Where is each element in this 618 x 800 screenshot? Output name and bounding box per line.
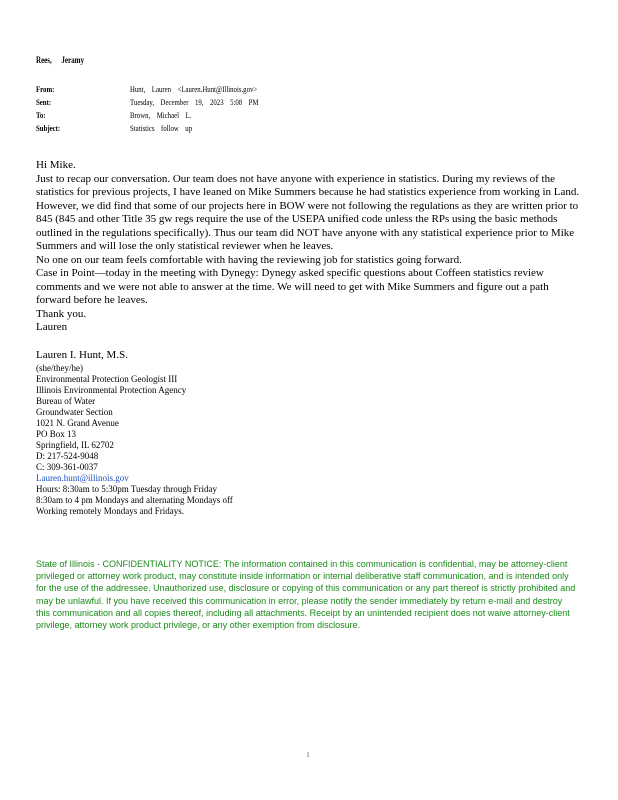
printed-by-name: Rees, Jeramy [36, 55, 84, 65]
signature-hours-2: 8:30am to 4 pm Mondays and alternating Mondays off [36, 495, 233, 505]
body-paragraph-3: Case in Point—today in the meeting with Dynegy: Dynegy asked specific questions about Coffeen statistics review comments and we were not able to answer at the time. We will need to get with Mike Summers and figure out a path forward before he leaves. [36, 267, 549, 306]
sent-label: Sent: [36, 97, 52, 107]
body-paragraph-2: No one on our team feels comfortable with having the reviewing job for statistics going forward. [36, 253, 462, 266]
signature-city: Springfield, IL 62702 [36, 440, 114, 450]
subject-value: Statistics follow up [130, 123, 193, 133]
from-label: From: [36, 84, 55, 94]
signoff-line: Lauren [36, 321, 68, 333]
signature-email-link[interactable]: Lauren.hunt@illinois.gov [36, 473, 129, 483]
to-label: To: [36, 110, 46, 120]
signature-bureau: Bureau of Water [36, 396, 96, 406]
signature-name: Lauren I. Hunt, M.S. [36, 349, 128, 361]
email-body [36, 159, 581, 335]
from-value: Hunt, Lauren <Lauren.Hunt@Illinois.gov> [130, 84, 258, 94]
email-signature [36, 348, 396, 517]
sent-value: Tuesday, December 19, 2023 5:08 PM [130, 97, 259, 107]
greeting: Hi Mike. [36, 159, 76, 171]
signature-street: 1021 N. Grand Avenue [36, 418, 119, 428]
confidentiality-notice: State of Illinois - CONFIDENTIALITY NOTICE: The information contained in this communication is confidential, may be attorney-client privileged or attorney work product, may constitute inside information or internal deliberative staff communication, and is intended only for the use of the addressee. Unauthorized use, disclosure or copying of this communication or any part thereof is strictly prohibited and may be unlawful. If you have received this communication in error, please notify the sender immediately by return e-mail and destroy this communication and all copies thereof, including all attachments. Receipt by an unintended recipient does not waive attorney-client privilege, attorney work product privilege, or any other exemption from disclosure. [36, 559, 576, 631]
page-number: 1 [306, 751, 310, 759]
signature-phone: D: 217-524-9048 [36, 451, 99, 461]
thanks-line: Thank you. [36, 307, 87, 320]
subject-label: Subject: [36, 123, 61, 133]
signature-title: Environmental Protection Geologist III [36, 374, 178, 384]
signature-cell: C: 309-361-0037 [36, 462, 98, 472]
signature-pronouns: (she/they/he) [36, 363, 83, 373]
signature-agency: Illinois Environmental Protection Agency [36, 385, 187, 395]
signature-remote: Working remotely Mondays and Fridays. [36, 506, 185, 516]
signature-section: Groundwater Section [36, 407, 113, 417]
to-value: Brown, Michael L. [130, 110, 192, 120]
body-paragraph-1: Just to recap our conversation. Our team does not have anyone with experience in statistics. During my reviews of the statistics for previous projects, I have leaned on Mike Summers because he had statistics experience from working in Land. However, we did find that some of our projects here in BOW were not following the regulations as they are written prior to 845 (845 and other Title 35 gw regs require the use of the USEPA unified code unless the RPs using the basic methods outlined in the regulations specifically). Thus our team did NOT have anyone with any statistical experience prior to Mike Summers and will lose the only statistical reviewer when he leaves. [36, 172, 580, 252]
signature-pobox: PO Box 13 [36, 429, 77, 439]
signature-hours-1: Hours: 8:30am to 5:30pm Tuesday through Friday [36, 484, 218, 494]
